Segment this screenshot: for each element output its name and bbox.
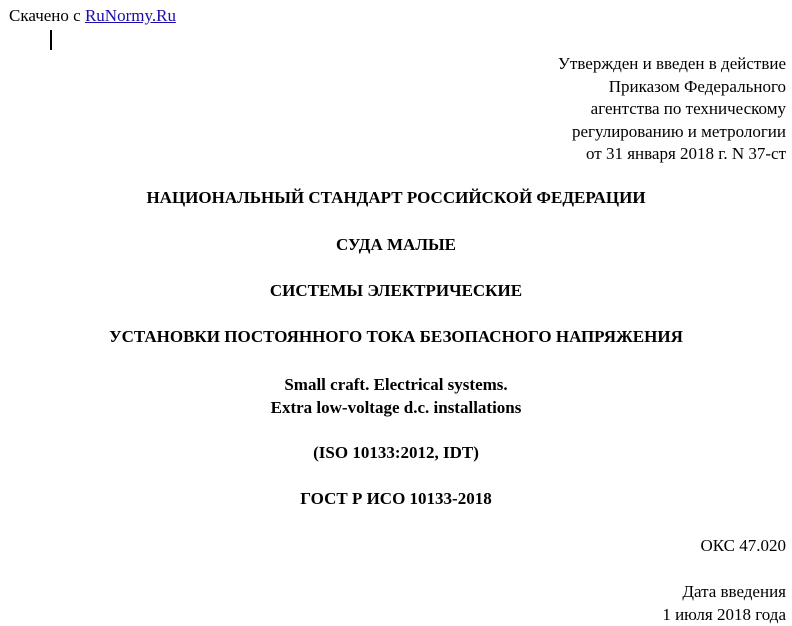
english-title-line-2: Extra low-voltage d.c. installations [0,397,792,420]
introduction-date-label: Дата введения [662,581,786,604]
approval-line: Приказом Федерального [558,76,786,99]
approval-line: Утвержден и введен в действие [558,53,786,76]
national-standard-heading: НАЦИОНАЛЬНЫЙ СТАНДАРТ РОССИЙСКОЙ ФЕДЕРАЦИИ [0,188,792,208]
approval-line: от 31 января 2018 г. N 37-ст [558,143,786,166]
english-title-line-1: Small craft. Electrical systems. [0,374,792,397]
download-source [9,6,176,26]
title-line-3: УСТАНОВКИ ПОСТОЯННОГО ТОКА БЕЗОПАСНОГО НАПРЯЖЕНИЯ [0,327,792,347]
iso-reference: (ISO 10133:2012, IDT) [0,443,792,463]
download-prefix: Скачено с [9,6,81,25]
english-title [0,374,792,419]
title-line-1: СУДА МАЛЫЕ [0,235,792,255]
introduction-date [662,581,786,626]
title-line-2: СИСТЕМЫ ЭЛЕКТРИЧЕСКИЕ [0,281,792,301]
approval-line: регулированию и метрологии [558,121,786,144]
approval-block [558,53,786,166]
oks-code: ОКС 47.020 [700,536,786,556]
gost-designation: ГОСТ Р ИСО 10133-2018 [0,489,792,509]
introduction-date-value: 1 июля 2018 года [662,604,786,626]
text-cursor [50,30,52,50]
runormy-link[interactable]: RuNormy.Ru [85,6,176,25]
approval-line: агентства по техническому [558,98,786,121]
